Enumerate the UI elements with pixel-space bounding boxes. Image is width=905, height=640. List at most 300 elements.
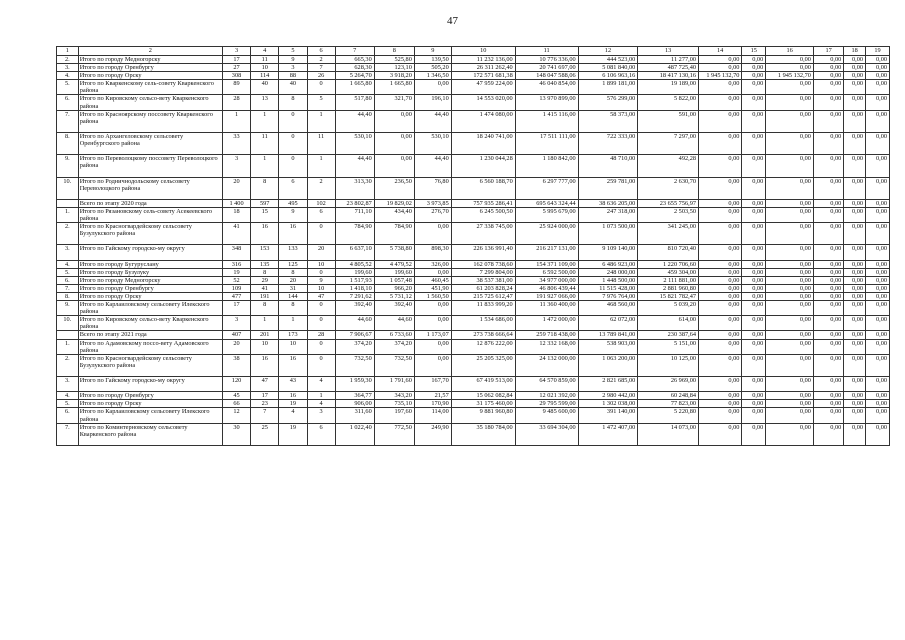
- table-row: [57, 95, 890, 110]
- count-cell: 120: [222, 377, 250, 392]
- row-number-cell: 8.: [57, 132, 79, 154]
- value-cell: 0,00: [844, 301, 866, 316]
- value-cell: 0,00: [866, 95, 890, 110]
- value-cell: 0,00: [866, 223, 890, 245]
- value-cell: 248 000,00: [578, 268, 638, 276]
- count-cell: 1: [307, 155, 335, 177]
- count-cell: 6: [307, 423, 335, 445]
- value-cell: 1 073 500,00: [578, 223, 638, 245]
- count-cell: 4: [279, 408, 307, 423]
- value-cell: 12 332 168,00: [515, 339, 578, 354]
- count-cell: 16: [279, 223, 307, 245]
- value-cell: 0,00: [866, 339, 890, 354]
- value-cell: 1 945 132,70: [699, 72, 742, 80]
- column-number-cell: 9: [414, 47, 451, 56]
- value-cell: 0,00: [742, 155, 766, 177]
- count-cell: 173: [279, 331, 307, 339]
- count-cell: 135: [251, 260, 279, 268]
- value-cell: 0,00: [844, 423, 866, 445]
- value-cell: 6 106 963,16: [578, 72, 638, 80]
- value-cell: 17 511 111,00: [515, 132, 578, 154]
- value-cell: 434,40: [374, 207, 414, 222]
- value-cell: 199,60: [374, 268, 414, 276]
- row-number-cell: 5.: [57, 400, 79, 408]
- value-cell: 1 899 181,00: [578, 80, 638, 95]
- value-cell: 38 537 381,00: [451, 276, 515, 284]
- value-cell: 0,00: [866, 132, 890, 154]
- value-cell: 0,00: [813, 223, 843, 245]
- value-cell: 5 731,12: [374, 292, 414, 300]
- count-cell: 10: [307, 284, 335, 292]
- value-cell: 391 140,00: [578, 408, 638, 423]
- count-cell: 45: [222, 392, 250, 400]
- value-cell: 48 710,00: [578, 155, 638, 177]
- row-number-cell: 3.: [57, 64, 79, 72]
- count-cell: 28: [307, 331, 335, 339]
- value-cell: 0,00: [813, 276, 843, 284]
- table-row: [57, 268, 890, 276]
- column-number-cell: 2: [78, 47, 222, 56]
- count-cell: 201: [251, 331, 279, 339]
- value-cell: 444 523,00: [578, 56, 638, 64]
- count-cell: 6: [307, 207, 335, 222]
- value-cell: 247 318,00: [578, 207, 638, 222]
- municipality-name-cell: Итого по Архангеловскому сельсовету Оренбургского района: [78, 132, 222, 154]
- value-cell: 0,00: [699, 400, 742, 408]
- count-cell: 133: [279, 245, 307, 260]
- value-cell: 0,00: [866, 292, 890, 300]
- count-cell: 11: [251, 56, 279, 64]
- count-cell: 191: [251, 292, 279, 300]
- count-cell: 10: [279, 339, 307, 354]
- value-cell: 0,00: [699, 331, 742, 339]
- value-cell: 6 486 923,00: [578, 260, 638, 268]
- count-cell: 2: [307, 56, 335, 64]
- table-row: [57, 339, 890, 354]
- count-cell: 2: [307, 177, 335, 199]
- count-cell: 3: [222, 155, 250, 177]
- row-number-cell: [57, 199, 79, 207]
- count-cell: 20: [307, 245, 335, 260]
- value-cell: 0,00: [813, 56, 843, 64]
- value-cell: 46 806 439,44: [515, 284, 578, 292]
- table-row: [57, 64, 890, 72]
- count-cell: 1: [251, 155, 279, 177]
- value-cell: 0,00: [766, 245, 814, 260]
- value-cell: 0,00: [699, 199, 742, 207]
- value-cell: 459 304,00: [638, 268, 699, 276]
- row-number-cell: 2.: [57, 56, 79, 64]
- value-cell: 311,60: [335, 408, 374, 423]
- count-cell: 1: [307, 110, 335, 132]
- value-cell: 0,00: [813, 423, 843, 445]
- value-cell: 26 969,00: [638, 377, 699, 392]
- value-cell: 0,00: [766, 95, 814, 110]
- value-cell: 19 189,00: [638, 80, 699, 95]
- value-cell: 0,00: [844, 80, 866, 95]
- value-cell: 33 694 304,00: [515, 423, 578, 445]
- value-cell: 0,00: [844, 132, 866, 154]
- value-cell: 34 977 000,00: [515, 276, 578, 284]
- value-cell: 732,50: [335, 354, 374, 376]
- value-cell: 0,00: [742, 392, 766, 400]
- value-cell: 1 418,10: [335, 284, 374, 292]
- value-cell: 0,00: [742, 316, 766, 331]
- count-cell: 19: [222, 268, 250, 276]
- value-cell: 0,00: [742, 408, 766, 423]
- value-cell: 199,60: [335, 268, 374, 276]
- value-cell: 6 560 188,70: [451, 177, 515, 199]
- column-number-cell: 16: [766, 47, 814, 56]
- count-cell: 1: [307, 392, 335, 400]
- value-cell: 0,00: [766, 276, 814, 284]
- value-cell: 0,00: [866, 56, 890, 64]
- row-number-cell: 2.: [57, 223, 79, 245]
- municipality-name-cell: Итого по городу Оренбургу: [78, 284, 222, 292]
- value-cell: 11 277,00: [638, 56, 699, 64]
- value-cell: 0,00: [699, 132, 742, 154]
- value-cell: 61 203 828,24: [451, 284, 515, 292]
- column-number-cell: 8: [374, 47, 414, 56]
- value-cell: 0,00: [866, 377, 890, 392]
- value-cell: 0,00: [813, 199, 843, 207]
- municipality-name-cell: Итого по Красноярскому поссовету Кваркенского района: [78, 110, 222, 132]
- column-number-cell: 13: [638, 47, 699, 56]
- count-cell: 66: [222, 400, 250, 408]
- value-cell: 1 665,80: [374, 80, 414, 95]
- value-cell: 1 472 000,00: [515, 316, 578, 331]
- count-cell: 316: [222, 260, 250, 268]
- value-cell: 11 360 400,00: [515, 301, 578, 316]
- value-cell: 0,00: [742, 245, 766, 260]
- value-cell: 0,00: [699, 292, 742, 300]
- value-cell: 0,00: [414, 354, 451, 376]
- column-number-cell: 3: [222, 47, 250, 56]
- value-cell: 0,00: [766, 177, 814, 199]
- value-cell: 0,00: [844, 207, 866, 222]
- value-cell: 966,20: [374, 284, 414, 292]
- count-cell: 5: [307, 95, 335, 110]
- value-cell: 0,00: [766, 301, 814, 316]
- value-cell: 20 741 697,00: [515, 64, 578, 72]
- value-cell: 492,28: [638, 155, 699, 177]
- value-cell: 374,20: [374, 339, 414, 354]
- value-cell: 1 057,48: [374, 276, 414, 284]
- value-cell: 0,00: [699, 207, 742, 222]
- count-cell: 8: [251, 177, 279, 199]
- column-number-cell: 15: [742, 47, 766, 56]
- row-number-cell: 6.: [57, 408, 79, 423]
- value-cell: 1 945 132,70: [766, 72, 814, 80]
- value-cell: 44,60: [374, 316, 414, 331]
- value-cell: 0,00: [742, 199, 766, 207]
- value-cell: 19 829,02: [374, 199, 414, 207]
- value-cell: 170,90: [414, 400, 451, 408]
- count-cell: 0: [279, 110, 307, 132]
- count-cell: 17: [222, 56, 250, 64]
- value-cell: 1 448 500,00: [578, 276, 638, 284]
- value-cell: 11 833 999,20: [451, 301, 515, 316]
- value-cell: 0,00: [813, 292, 843, 300]
- value-cell: 0,00: [866, 316, 890, 331]
- municipality-name-cell: Итого по городу Орску: [78, 400, 222, 408]
- value-cell: 313,30: [335, 177, 374, 199]
- count-cell: 20: [222, 339, 250, 354]
- municipality-name-cell: Итого по городу Оренбургу: [78, 392, 222, 400]
- value-cell: 1 791,60: [374, 377, 414, 392]
- value-cell: 0,00: [766, 377, 814, 392]
- table-row: [57, 56, 890, 64]
- value-cell: 26 311 262,40: [451, 64, 515, 72]
- count-cell: 114: [251, 72, 279, 80]
- value-cell: 0,00: [742, 292, 766, 300]
- count-cell: 40: [279, 80, 307, 95]
- value-cell: 24 132 000,00: [515, 354, 578, 376]
- value-cell: 15 821 782,47: [638, 292, 699, 300]
- value-cell: 6 637,10: [335, 245, 374, 260]
- value-cell: 4 805,52: [335, 260, 374, 268]
- value-cell: 0,00: [699, 177, 742, 199]
- value-cell: 1 472 407,00: [578, 423, 638, 445]
- value-cell: 0,00: [742, 110, 766, 132]
- value-cell: 810 720,40: [638, 245, 699, 260]
- value-cell: 15 062 082,84: [451, 392, 515, 400]
- value-cell: 0,00: [813, 80, 843, 95]
- value-cell: 58 373,00: [578, 110, 638, 132]
- value-cell: 44,40: [335, 155, 374, 177]
- value-cell: 44,60: [335, 316, 374, 331]
- value-cell: 0,00: [699, 56, 742, 64]
- value-cell: 487 725,40: [638, 64, 699, 72]
- value-cell: 18 417 130,16: [638, 72, 699, 80]
- count-cell: 12: [222, 408, 250, 423]
- count-cell: 597: [251, 199, 279, 207]
- value-cell: 9 109 140,00: [578, 245, 638, 260]
- value-cell: 0,00: [813, 207, 843, 222]
- municipality-name-cell: Итого по городу Медногорску: [78, 56, 222, 64]
- value-cell: 1 180 842,00: [515, 155, 578, 177]
- value-cell: 77 823,00: [638, 400, 699, 408]
- value-cell: 259 718 438,00: [515, 331, 578, 339]
- row-number-cell: 1.: [57, 207, 79, 222]
- value-cell: 530,10: [414, 132, 451, 154]
- value-cell: 0,00: [766, 400, 814, 408]
- count-cell: 31: [279, 284, 307, 292]
- value-cell: 0,00: [813, 316, 843, 331]
- row-number-cell: 4.: [57, 260, 79, 268]
- count-cell: 477: [222, 292, 250, 300]
- table-row: [57, 354, 890, 376]
- value-cell: 0,00: [813, 155, 843, 177]
- value-cell: 6 733,60: [374, 331, 414, 339]
- value-cell: 0,00: [813, 268, 843, 276]
- row-number-cell: 5.: [57, 268, 79, 276]
- count-cell: 144: [279, 292, 307, 300]
- value-cell: 0,00: [866, 408, 890, 423]
- table-row: [57, 72, 890, 80]
- count-cell: 0: [307, 339, 335, 354]
- value-cell: 0,00: [766, 392, 814, 400]
- value-cell: 0,00: [742, 132, 766, 154]
- value-cell: 276,70: [414, 207, 451, 222]
- value-cell: 230 387,64: [638, 331, 699, 339]
- value-cell: 0,00: [813, 331, 843, 339]
- row-number-cell: 5.: [57, 80, 79, 95]
- count-cell: 19: [279, 400, 307, 408]
- value-cell: 4 479,52: [374, 260, 414, 268]
- count-cell: 4: [307, 400, 335, 408]
- value-cell: 3 918,20: [374, 72, 414, 80]
- value-cell: 21,57: [414, 392, 451, 400]
- value-cell: 0,00: [844, 354, 866, 376]
- value-cell: 172 571 681,38: [451, 72, 515, 80]
- value-cell: 0,00: [742, 223, 766, 245]
- row-number-cell: 7.: [57, 284, 79, 292]
- count-cell: 1: [251, 316, 279, 331]
- value-cell: 341 245,00: [638, 223, 699, 245]
- value-cell: 0,00: [866, 207, 890, 222]
- value-cell: 0,00: [844, 392, 866, 400]
- value-cell: 732,50: [374, 354, 414, 376]
- value-cell: 0,00: [699, 64, 742, 72]
- value-cell: 1 474 080,00: [451, 110, 515, 132]
- value-cell: 0,00: [742, 56, 766, 64]
- value-cell: 5 738,80: [374, 245, 414, 260]
- count-cell: 33: [222, 132, 250, 154]
- value-cell: 35 180 784,00: [451, 423, 515, 445]
- value-cell: 5 081 840,00: [578, 64, 638, 72]
- count-cell: 17: [222, 301, 250, 316]
- value-cell: 0,00: [699, 260, 742, 268]
- value-cell: 451,90: [414, 284, 451, 292]
- value-cell: 364,77: [335, 392, 374, 400]
- row-number-cell: 9.: [57, 155, 79, 177]
- count-cell: 27: [222, 64, 250, 72]
- count-cell: 3: [279, 64, 307, 72]
- value-cell: 0,00: [699, 223, 742, 245]
- column-number-row: [57, 47, 890, 56]
- value-cell: 0,00: [742, 354, 766, 376]
- row-number-cell: 3.: [57, 377, 79, 392]
- value-cell: 0,00: [813, 377, 843, 392]
- column-number-cell: 6: [307, 47, 335, 56]
- value-cell: 6 297 777,00: [515, 177, 578, 199]
- value-cell: 525,80: [374, 56, 414, 64]
- count-cell: 38: [222, 354, 250, 376]
- value-cell: 31 175 460,00: [451, 400, 515, 408]
- value-cell: 0,00: [699, 301, 742, 316]
- value-cell: 0,00: [844, 276, 866, 284]
- count-cell: 16: [251, 223, 279, 245]
- value-cell: 12 876 222,00: [451, 339, 515, 354]
- value-cell: 13 789 841,00: [578, 331, 638, 339]
- value-cell: 898,30: [414, 245, 451, 260]
- count-cell: 8: [251, 301, 279, 316]
- count-cell: 43: [279, 377, 307, 392]
- value-cell: 1 534 686,00: [451, 316, 515, 331]
- value-cell: 191 927 066,00: [515, 292, 578, 300]
- count-cell: 9: [307, 276, 335, 284]
- value-cell: 1 415 116,00: [515, 110, 578, 132]
- municipality-name-cell: Итого по Гайскому городско-му округу: [78, 245, 222, 260]
- value-cell: 0,00: [866, 276, 890, 284]
- value-cell: 1 560,50: [414, 292, 451, 300]
- value-cell: 343,20: [374, 392, 414, 400]
- value-cell: 1 665,80: [335, 80, 374, 95]
- value-cell: 259 781,00: [578, 177, 638, 199]
- table-row: [57, 110, 890, 132]
- value-cell: 148 047 588,06: [515, 72, 578, 80]
- value-cell: 628,30: [335, 64, 374, 72]
- value-cell: 0,00: [844, 400, 866, 408]
- count-cell: 40: [251, 80, 279, 95]
- value-cell: 0,00: [813, 339, 843, 354]
- count-cell: 153: [251, 245, 279, 260]
- value-cell: 722 333,00: [578, 132, 638, 154]
- value-cell: 0,00: [742, 377, 766, 392]
- value-cell: 0,00: [866, 284, 890, 292]
- municipality-name-cell: Итого по городу Оренбургу: [78, 64, 222, 72]
- value-cell: 11 232 136,00: [451, 56, 515, 64]
- row-number-cell: 7.: [57, 110, 79, 132]
- count-cell: 102: [307, 199, 335, 207]
- count-cell: 41: [251, 284, 279, 292]
- value-cell: 2 503,50: [638, 207, 699, 222]
- value-cell: 614,00: [638, 316, 699, 331]
- table-row: [57, 316, 890, 331]
- value-cell: 0,00: [766, 110, 814, 132]
- value-cell: 11 515 428,00: [578, 284, 638, 292]
- value-cell: 0,00: [766, 268, 814, 276]
- value-cell: 0,00: [844, 377, 866, 392]
- value-cell: 0,00: [866, 392, 890, 400]
- value-cell: 0,00: [766, 331, 814, 339]
- row-number-cell: 4.: [57, 392, 79, 400]
- table-body: [57, 47, 890, 446]
- municipality-name-cell: Итого по Карлаиловскому сельсовету Илекского района: [78, 408, 222, 423]
- value-cell: 29 795 599,00: [515, 400, 578, 408]
- value-cell: 0,00: [699, 268, 742, 276]
- value-cell: 196,10: [414, 95, 451, 110]
- table-row: [57, 400, 890, 408]
- value-cell: 0,00: [699, 423, 742, 445]
- value-cell: 0,00: [813, 400, 843, 408]
- value-cell: 0,00: [866, 423, 890, 445]
- value-cell: 0,00: [813, 177, 843, 199]
- value-cell: 0,00: [866, 354, 890, 376]
- count-cell: 25: [251, 423, 279, 445]
- table-row: [57, 392, 890, 400]
- value-cell: 0,00: [374, 110, 414, 132]
- count-cell: 9: [279, 56, 307, 64]
- count-cell: 28: [222, 95, 250, 110]
- value-cell: 3 973,85: [414, 199, 451, 207]
- value-cell: 460,45: [414, 276, 451, 284]
- row-number-cell: 7.: [57, 423, 79, 445]
- count-cell: 308: [222, 72, 250, 80]
- stage-total-row: [57, 199, 890, 207]
- value-cell: 0,00: [766, 408, 814, 423]
- value-cell: 162 078 738,60: [451, 260, 515, 268]
- value-cell: 1 959,30: [335, 377, 374, 392]
- table-row: [57, 301, 890, 316]
- value-cell: 2 980 442,00: [578, 392, 638, 400]
- value-cell: 64 570 859,00: [515, 377, 578, 392]
- value-cell: 0,00: [699, 377, 742, 392]
- column-number-cell: 7: [335, 47, 374, 56]
- count-cell: 30: [222, 423, 250, 445]
- column-number-cell: 1: [57, 47, 79, 56]
